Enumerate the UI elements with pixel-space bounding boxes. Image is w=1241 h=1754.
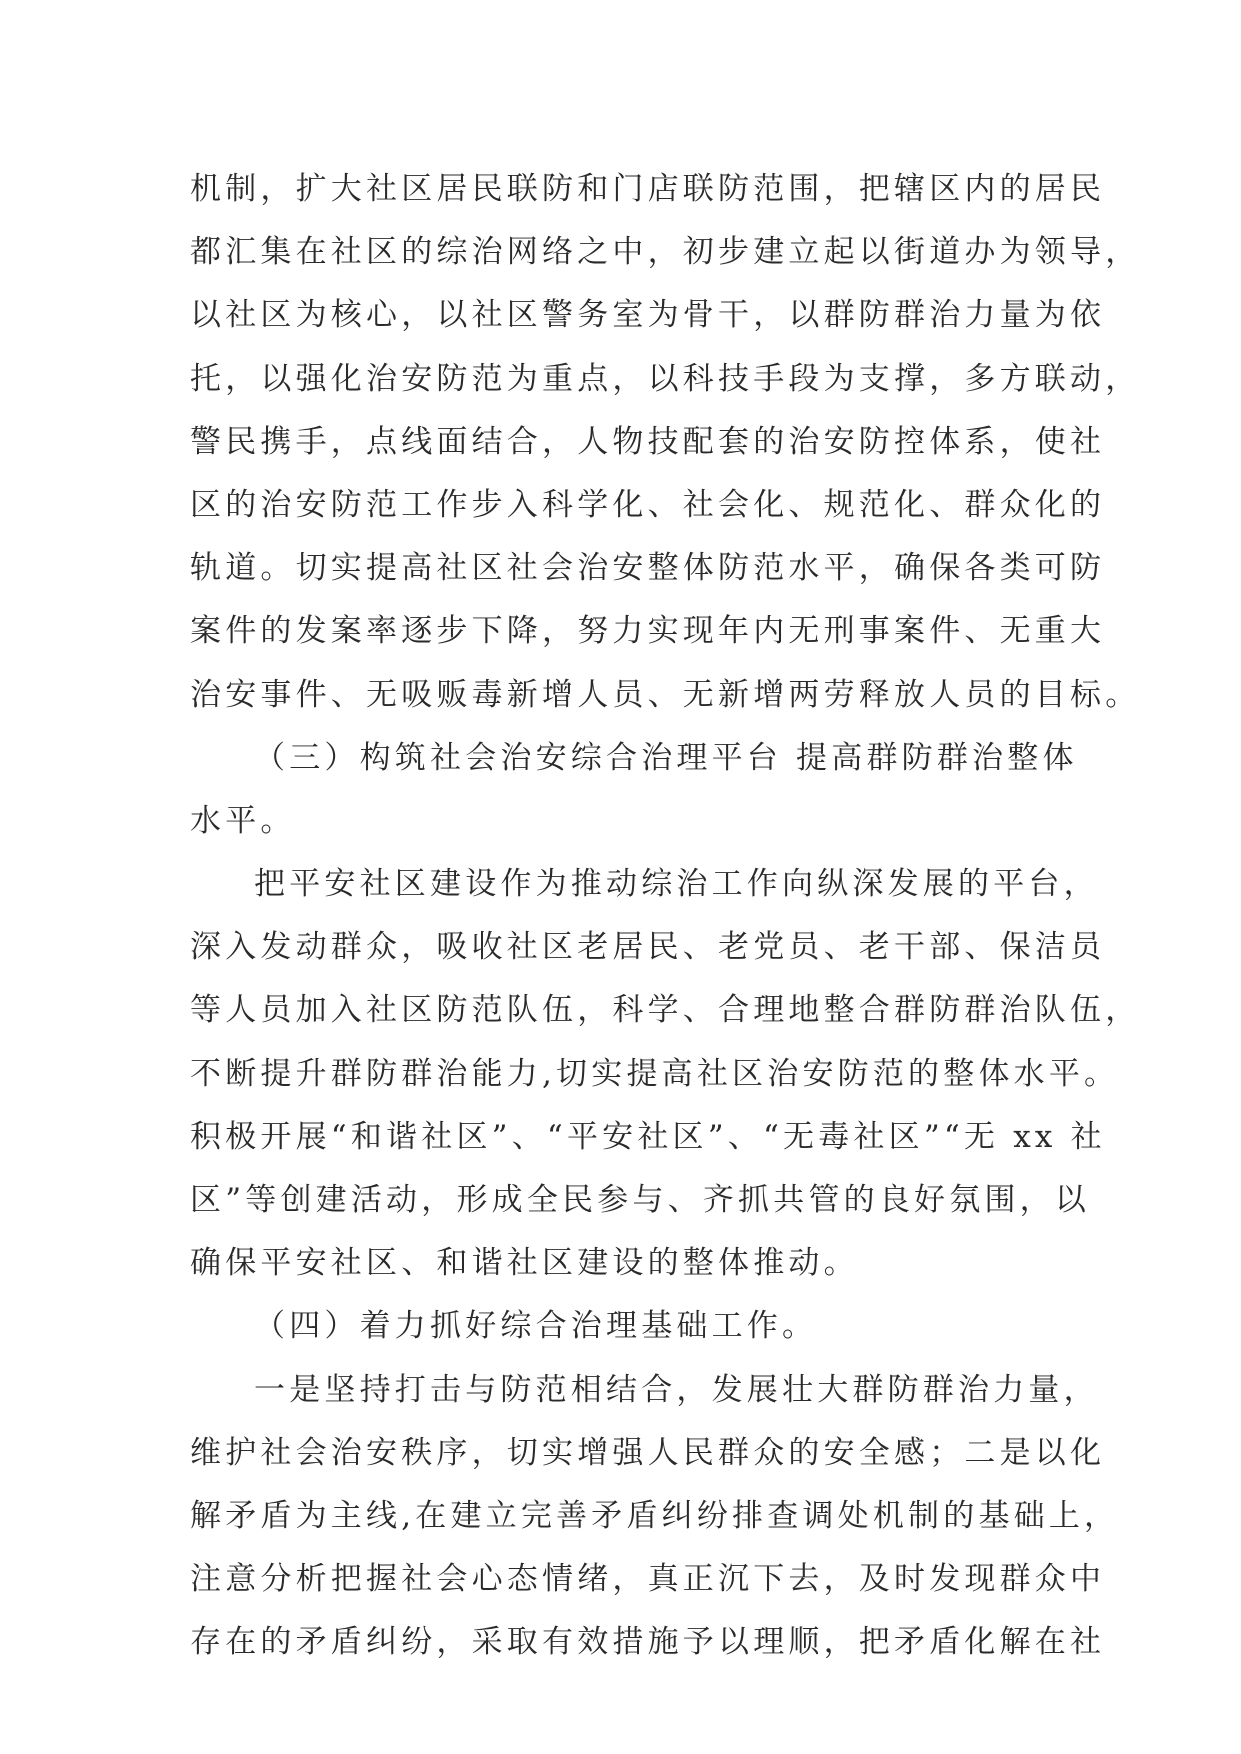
text-line: 托，以强化治安防范为重点，以科技手段为支撑，多方联动， — [190, 360, 1141, 397]
text-line: 存在的矛盾纠纷，采取有效措施予以理顺，把矛盾化解在社 — [190, 1624, 1106, 1661]
section-heading-3-cont: 水平。 — [190, 802, 296, 839]
paragraph-start: 把平安社区建设作为推动综治工作向纵深发展的平台， — [254, 866, 1099, 903]
text-line: 积极开展“和谐社区”、“平安社区”、“无毒社区”“无 xx 社 — [190, 1118, 1106, 1155]
section-heading-3: （三）构筑社会治安综合治理平台 提高群防群治整体 — [254, 739, 1078, 776]
text-line: 轨道。切实提高社区社会治安整体防范水平，确保各类可防 — [190, 550, 1106, 587]
text-line: 区”等创建活动，形成全民参与、齐抓共管的良好氛围，以 — [190, 1182, 1091, 1218]
text-line: 案件的发案率逐步下降，努力实现年内无刑事案件、无重大 — [190, 613, 1106, 650]
text-line: 不断提升群防群治能力,切实提高社区治安防范的整体水平。 — [190, 1055, 1120, 1092]
text-line: 解矛盾为主线,在建立完善矛盾纠纷排查调处机制的基础上， — [190, 1497, 1120, 1534]
body-text — [190, 158, 1141, 1675]
text-line: 确保平安社区、和谐社区建设的整体推动。 — [190, 1245, 859, 1282]
text-line: 区的治安防范工作步入科学化、社会化、规范化、群众化的 — [190, 486, 1106, 523]
text-line: 机制，扩大社区居民联防和门店联防范围，把辖区内的居民 — [190, 171, 1106, 207]
text-line: 深入发动群众，吸收社区老居民、老党员、老干部、保洁员 — [190, 929, 1106, 966]
text-line: 以社区为核心，以社区警务室为骨干，以群防群治力量为依 — [190, 297, 1106, 334]
text-line: 维护社会治安秩序，切实增强人民群众的安全感；二是以化 — [190, 1434, 1106, 1471]
paragraph-start: 一是坚持打击与防范相结合，发展壮大群防群治力量， — [254, 1371, 1099, 1408]
section-heading-4: （四）着力抓好综合治理基础工作。 — [254, 1308, 818, 1345]
text-line: 都汇集在社区的综治网络之中，初步建立起以街道办为领导， — [190, 234, 1141, 271]
text-line: 警民携手，点线面结合，人物技配套的治安防控体系，使社 — [190, 423, 1106, 460]
text-line: 注意分析把握社会心态情绪，真正沉下去，及时发现群众中 — [190, 1561, 1106, 1598]
text-line: 治安事件、无吸贩毒新增人员、无新增两劳释放人员的目标。 — [190, 676, 1141, 713]
text-line: 等人员加入社区防范队伍，科学、合理地整合群防群治队伍， — [190, 992, 1141, 1029]
